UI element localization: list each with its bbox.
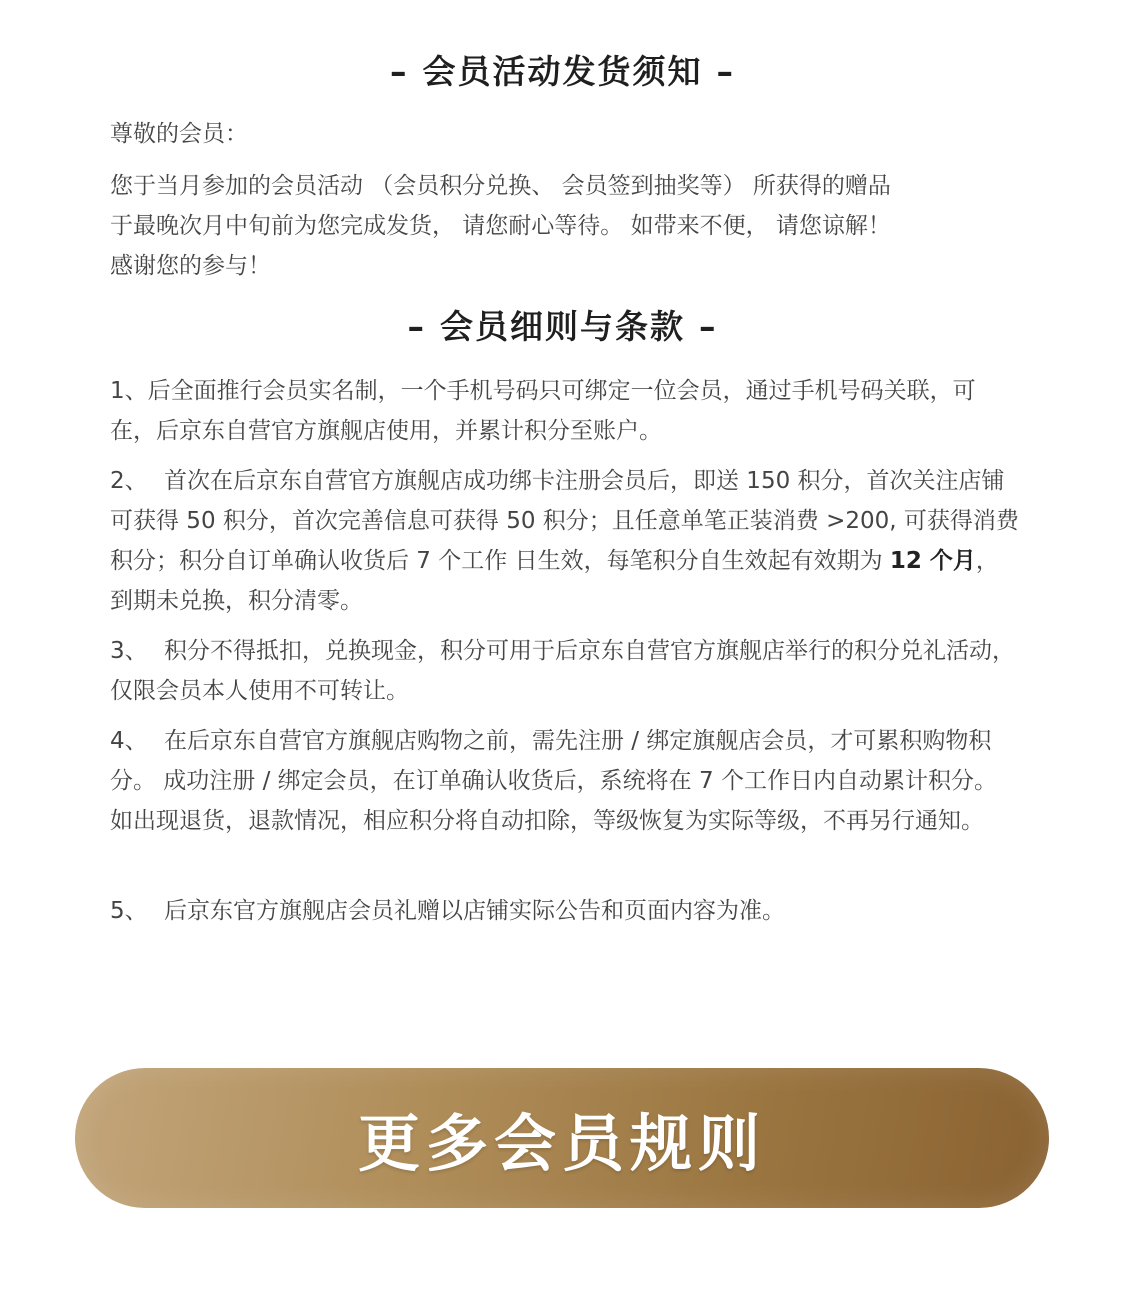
rule-text: 积分不得抵扣，兑换现金，积分可用于后京东自营官方旗舰店举行的积分兑礼活动，仅限会员本人使用不可转让。	[110, 638, 1015, 704]
terms-title-text: 会员细则与条款	[440, 307, 685, 346]
notice-greeting-text: 尊敬的会员：	[110, 121, 248, 147]
rule-item-5	[110, 891, 1020, 931]
rule-number: 5、	[110, 898, 148, 924]
notice-title-text: 会员活动发货须知	[422, 52, 703, 91]
rule-item-1	[110, 371, 1020, 451]
notice-line-2: 于最晚次月中旬前为您完成发货， 请您耐心等待。 如带来不便， 请您谅解！	[110, 213, 891, 239]
notice-body	[110, 166, 1020, 286]
title-dash-right: –	[716, 52, 735, 91]
rule-item-3	[110, 631, 1020, 711]
rule-number: 1、	[110, 378, 148, 404]
rule-item-4	[110, 721, 1020, 841]
title-dash-left: –	[407, 307, 426, 346]
rule-text: 后全面推行会员实名制，一个手机号码只可绑定一位会员，通过手机号码关联，可在，后京东自营官方旗舰店使用，并累计积分至账户。	[110, 378, 976, 444]
notice-line-1: 您于当月参加的会员活动 （会员积分兑换、 会员签到抽奖等） 所获得的赠品	[110, 173, 891, 199]
rule-text: 首次在后京东自营官方旗舰店成功绑卡注册会员后，即送 150 积分，首次关注店铺可获得 50 积分，首次完善信息可获得 50 积分；且任意单笔正装消费 >200, 可获得消费积分；积分自订单确认收货后 7 个工作 日生效，每笔积分自生效起有效期为	[110, 468, 1019, 574]
rule-number: 4、	[110, 728, 148, 754]
more-member-rules-label: 更多会员规则	[357, 1106, 766, 1180]
title-dash-left: –	[390, 52, 409, 91]
rule-highlight: 12 个月	[889, 548, 976, 574]
rule-text-after: ，到期未兑换，积分清零。	[110, 548, 999, 614]
title-dash-right: –	[699, 307, 718, 346]
notice-line-3: 感谢您的参与！	[110, 253, 271, 279]
notice-greeting	[110, 114, 1020, 154]
terms-title	[0, 307, 1125, 347]
more-member-rules-button[interactable]	[75, 1068, 1049, 1208]
rule-number: 3、	[110, 638, 148, 664]
notice-title	[0, 52, 1125, 92]
rule-text: 在后京东自营官方旗舰店购物之前，需先注册 / 绑定旗舰店会员，才可累积购物积分。 成功注册 / 绑定会员，在订单确认收货后，系统将在 7 个工作日内自动累计积分。 如出现退货，退款情况，相应积分将自动扣除，等级恢复为实际等级，不再另行通知。	[110, 728, 997, 834]
rule-number: 2、	[110, 468, 148, 494]
rule-item-2	[110, 461, 1020, 621]
rule-text: 后京东官方旗舰店会员礼赠以店铺实际公告和页面内容为准。	[164, 898, 785, 924]
